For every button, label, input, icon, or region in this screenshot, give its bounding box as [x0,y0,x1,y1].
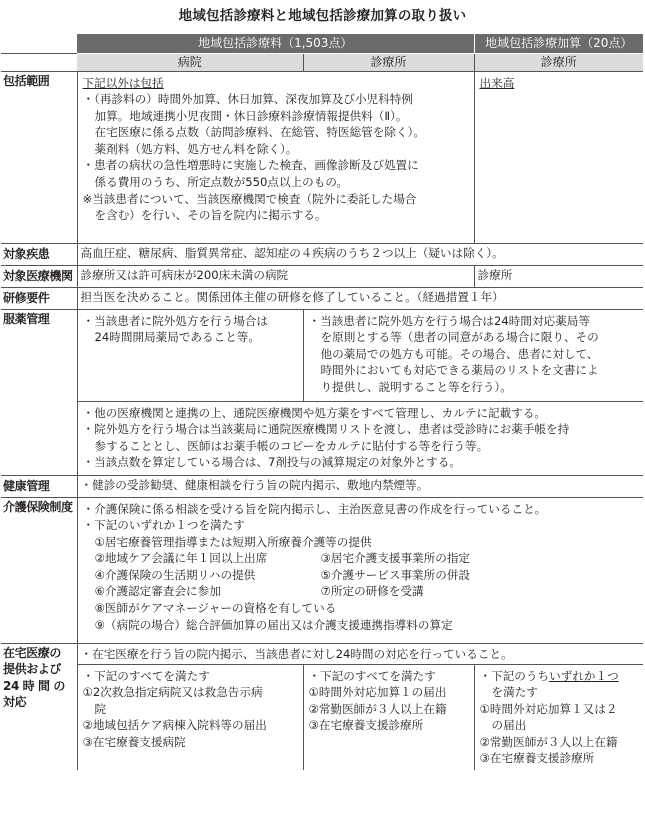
homecare-kasan-head: ・下記のうち [479,668,550,683]
row-care [1,497,643,643]
hokatsu-line: ・（再診料の）時間外加算、休日加算、深夜加算及び小児科特例 [82,92,413,107]
homecare-line: ①2次救急指定病院又は救急告示病 [82,685,263,700]
care-content [77,497,643,643]
care-item: ⑧医師がケアマネージャーの資格を有している [94,601,337,616]
care-item: ③居宅介護支援事業所の指定 [320,551,471,566]
row-hokatsu [1,71,643,243]
care-item: ⑤介護サービス事業所の併設 [320,567,471,582]
header-hokatsu-ryo: 地域包括診療料（1,503点） [77,34,474,53]
homecare-hospital [77,664,303,770]
row-health [1,475,643,497]
homecare-line: ②地域包括ケア病棟入院料等の届出 [82,718,267,733]
row-training [1,287,643,309]
care-item: ⑦所定の研修を受講 [320,584,424,599]
care-line: ・下記のいずれか１つを満たす [82,518,245,533]
homecare-kasan [474,664,643,770]
homecare-line: 院 [94,701,107,716]
care-line: ・介護保険に係る相談を受ける旨を院内掲示し、主治医意見書の作成を行っていること。 [82,501,547,516]
homecare-line: ②常勤医師が３人以上在籍 [308,701,447,716]
row-medication-common [1,401,643,475]
header-clinic-kasan: 診療所 [474,53,643,71]
row-label: 対象疾患 [1,243,77,265]
row-label: 健康管理 [1,475,77,497]
hokatsu-kasan [474,71,643,243]
row-homecare-common [1,643,643,664]
homecare-label-line: 在宅医療の [3,645,62,660]
homecare-label-line: 24 時 間 の [3,678,66,693]
hokatsu-content [77,71,474,243]
homecare-line: ②常勤医師が３人以上在籍 [479,734,618,749]
row-label-homecare [1,643,77,770]
hokatsu-line: ・患者の病状の急性増悪時に実施した検査、画像診断及び処置に [82,158,419,173]
row-facility [1,265,643,287]
page-title: 地域包括診療料と地域包括診療加算の取り扱い [178,8,467,24]
medication-line: 参することとし、医師はお薬手帳のコピーをカルテに貼付する等を行う等。 [94,438,489,453]
medication-line: ・院外処方を行う場合は当該薬局に通院医療機関リストを渡し、患者は受診時にお薬手帳を持 [82,422,570,437]
row-label: 研修要件 [1,287,77,309]
homecare-line: ・下記のすべてを満たす [82,668,210,683]
homecare-line: ③在宅療養支援病院 [82,734,186,749]
homecare-label-line: 提供および [3,662,62,677]
row-label: 包括範囲 [1,71,77,243]
homecare-line: を満たす [491,685,538,700]
header-hokatsu-kasan: 地域包括診療加算（20点） [474,34,643,53]
training-text: 担当医を決めること。関係団体主催の研修を修了していること。（経過措置１年） [77,287,643,309]
row-disease [1,243,643,265]
care-item: ①居宅療養管理指導または短期入所療養介護等の提供 [94,534,372,549]
homecare-line: ・下記のすべてを満たす [308,668,436,683]
homecare-kasan-head-underlined: いずれか１つ [549,668,619,683]
facility-kasan: 診療所 [474,265,643,287]
homecare-line: ①時間外対応加算１の届出 [308,685,447,700]
care-item: ④介護保険の生活期リハの提供 [94,567,256,582]
hokatsu-line: 下記以外は包括 [82,75,164,90]
medication-line: り提供し、説明すること等を行う）。 [320,379,512,394]
medication-line: ・当該点数を算定している場合は、7剤投与の減算規定の対象外とする。 [82,455,461,470]
homecare-line: ①時間外対応加算１又は２ [479,701,618,716]
hokatsu-line: を含む）を行い、その旨を院内に掲示する。 [94,208,327,223]
homecare-label-line: 対応 [3,695,27,710]
row-label: 服薬管理 [1,309,77,475]
medication-line: 24時間開局薬局であること等。 [94,330,260,345]
hokatsu-line: 薬剤料（処方料、処方せん料を除く）。 [94,141,298,156]
medication-line: 他の薬局での処方も可能。その場合、患者に対して、 [320,346,599,361]
care-item: ⑨（病院の場合）総合評価加算の届出又は介護支援連携指導料の算定 [94,617,453,632]
care-item-pair [83,567,639,584]
homecare-line: ③在宅療養支援診療所 [308,718,424,733]
header-row-sub [1,53,643,71]
header-hospital: 病院 [77,53,303,71]
hokatsu-line: 係る費用のうち、所定点数が550点以上のもの。 [94,175,349,190]
row-label: 介護保険制度 [1,497,77,643]
care-item: ②地域ケア会議に年１回以上出席 [94,551,268,566]
care-item-pair [83,583,639,600]
medication-line: ・他の医療機関と連携の上、通院医療機関や処方薬をすべて管理し、カルテに記載する。 [82,405,547,420]
row-medication-top [1,309,643,401]
homecare-line: の届出 [491,718,527,733]
kasan-dekidaka: 出来高 [479,75,515,90]
row-homecare-detail [1,664,643,770]
header-clinic: 診療所 [303,53,474,71]
header-corner-sub [1,53,77,71]
medication-line: 時間外においても対応できる薬局のリストを文書によ [320,363,599,378]
health-text: ・健診の受診勧奨、健康相談を行う旨の院内掲示、敷地内禁煙等。 [77,475,643,497]
disease-text: 高血圧症、糖尿病、脂質異常症、認知症の４疾病のうち２つ以上（疑いは除く）。 [77,243,643,265]
facility-text: 診療所又は許可病床が200床未満の病院 [77,265,474,287]
hokatsu-line: 加算。地域連携小児夜間・休日診療料診療情報提供料（Ⅱ）。 [94,108,408,123]
homecare-line [480,668,639,685]
care-item-pair [83,550,639,567]
hokatsu-line: 在宅医療に係る点数（訪問診療料、在総管、特医総管を除く）。 [94,125,425,140]
row-label: 対象医療機関 [1,265,77,287]
care-item: ⑥介護認定審査会に参加 [94,584,221,599]
homecare-line: ③在宅療養支援診療所 [479,751,595,766]
header-row-top [1,34,643,53]
homecare-clinic [303,664,474,770]
homecare-common: ・在宅医療を行う旨の院内掲示、当該患者に対し24時間の対応を行っていること。 [77,643,643,664]
hokatsu-line: ※当該患者について、当該医療機関で検査（院外に委託した場合 [82,191,417,206]
medication-clinic [303,309,643,401]
medication-hospital [77,309,303,401]
comparison-table [1,34,643,770]
medication-line: ・当該患者に院外処方を行う場合は [82,313,269,328]
medication-line: を原則とする等（患者の同意がある場合に限り、その [320,330,599,345]
header-corner [1,34,77,53]
medication-line: ・当該患者に院外処方を行う場合は24時間対応薬局等 [308,313,590,328]
medication-common [77,401,643,475]
